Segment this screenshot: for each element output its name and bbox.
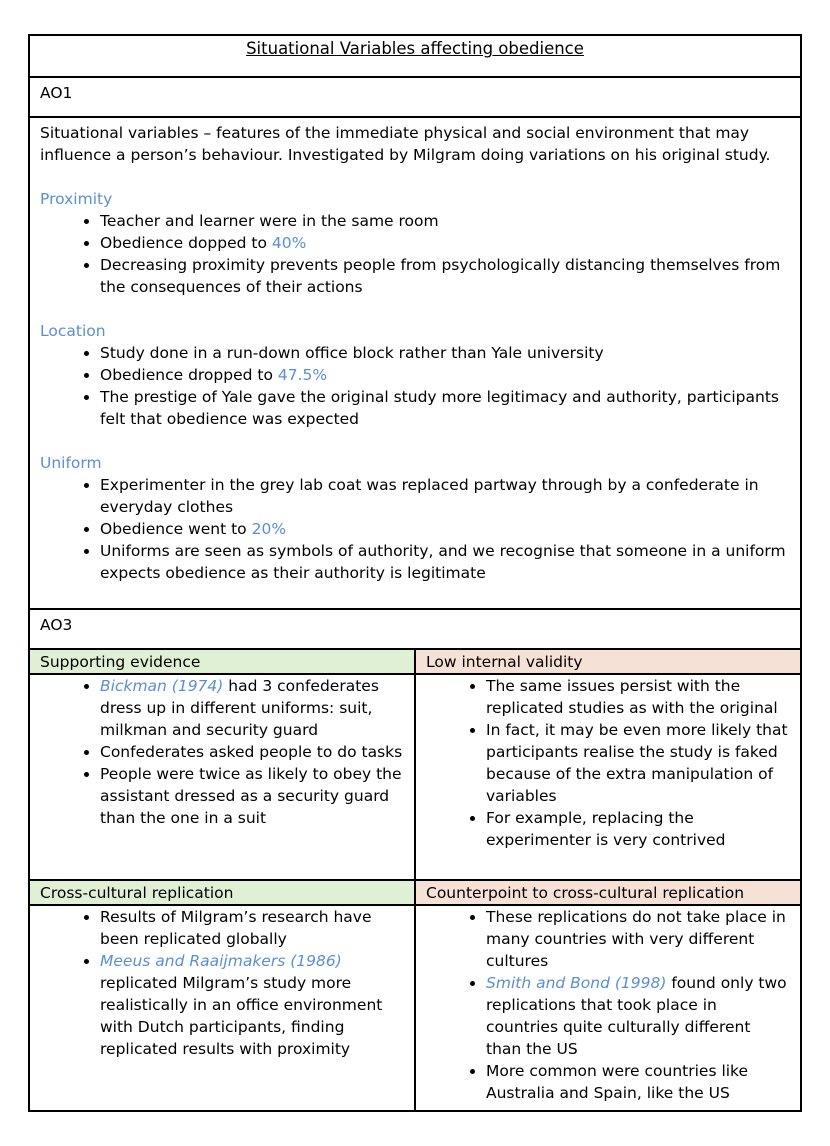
citation: Bickman (1974) bbox=[100, 677, 224, 695]
list-item: • Results of Milgram’s research have been replicated globally bbox=[100, 906, 404, 950]
list-item: • Study done in a run-down office block rather than Yale university bbox=[100, 342, 790, 364]
list-item: • The prestige of Yale gave the original study more legitimacy and authority, participants felt that obedience was expected bbox=[100, 386, 790, 430]
page-title: Situational Variables affecting obedience bbox=[246, 39, 584, 58]
bullet-text: had 3 confederates dress up in different uniforms: suit, milkman and security guard bbox=[100, 677, 379, 739]
list-item bbox=[100, 675, 404, 741]
counterpoint-cell bbox=[415, 905, 801, 1111]
obedience-percent: 47.5% bbox=[277, 366, 328, 384]
list-item: • The same issues persist with the replicated studies as with the original bbox=[486, 675, 790, 719]
uniform-list bbox=[40, 474, 790, 584]
supporting-evidence-heading: Supporting evidence bbox=[29, 649, 415, 674]
list-item: • More common were countries like Australia and Spain, like the US bbox=[486, 1060, 790, 1104]
list-item bbox=[100, 364, 790, 386]
supporting-evidence-cell bbox=[29, 674, 415, 880]
ao1-intro: Situational variables – features of the immediate physical and social environment that may influence a person’s behaviour. Investigated by Milgram doing variations on his original study. bbox=[40, 124, 771, 164]
citation: Smith and Bond (1998) bbox=[486, 974, 667, 992]
uniform-heading: Uniform bbox=[40, 454, 102, 472]
proximity-list bbox=[40, 210, 790, 298]
location-heading: Location bbox=[40, 322, 106, 340]
list-item: • Experimenter in the grey lab coat was replaced partway through by a confederate in everyday clothes bbox=[100, 474, 790, 518]
proximity-heading: Proximity bbox=[40, 190, 113, 208]
location-list bbox=[40, 342, 790, 430]
list-item: • Confederates asked people to do tasks bbox=[100, 741, 404, 763]
bullet-text: found only two replications that took place in countries quite culturally different than the US bbox=[486, 974, 787, 1058]
list-item: • People were twice as likely to obey the assistant dressed as a security guard than the one in a suit bbox=[100, 763, 404, 829]
ao3-label-cell bbox=[29, 609, 801, 649]
list-item: • In fact, it may be even more likely that participants realise the study is faked because of the extra manipulation of variables bbox=[486, 719, 790, 807]
ao3-label: AO3 bbox=[40, 616, 73, 634]
bullet-text: replicated Milgram’s study more realistically in an office environment with Dutch participants, finding replicated results with proximity bbox=[100, 974, 383, 1058]
supporting-evidence-list bbox=[40, 675, 404, 829]
bullet-text: Obedience went to bbox=[100, 520, 252, 538]
list-item bbox=[100, 232, 790, 254]
bullet-text: Obedience dopped to bbox=[100, 234, 272, 252]
list-item: • Decreasing proximity prevents people from psychologically distancing themselves from the consequences of their actions bbox=[100, 254, 790, 298]
ao1-content bbox=[29, 117, 801, 609]
list-item: • These replications do not take place in many countries with very different cultures bbox=[486, 906, 790, 972]
cross-cultural-heading: Cross-cultural replication bbox=[29, 880, 415, 905]
ao1-label-cell bbox=[29, 77, 801, 117]
bullet-text: Obedience dropped to bbox=[100, 366, 278, 384]
low-internal-validity-list bbox=[426, 675, 790, 851]
list-item: • Uniforms are seen as symbols of authority, and we recognise that someone in a uniform expects obedience as their authority is legitimate bbox=[100, 540, 790, 584]
counterpoint-heading: Counterpoint to cross-cultural replication bbox=[415, 880, 801, 905]
notes-table bbox=[28, 34, 802, 1112]
list-item bbox=[100, 950, 404, 1060]
obedience-percent: 20% bbox=[251, 520, 287, 538]
low-internal-validity-cell bbox=[415, 674, 801, 880]
counterpoint-list bbox=[426, 906, 790, 1104]
list-item bbox=[486, 972, 790, 1060]
list-item: • Teacher and learner were in the same room bbox=[100, 210, 790, 232]
cross-cultural-list bbox=[40, 906, 404, 1060]
ao1-label: AO1 bbox=[40, 84, 73, 102]
obedience-percent: 40% bbox=[271, 234, 307, 252]
title-cell bbox=[29, 35, 801, 77]
list-item bbox=[100, 518, 790, 540]
citation: Meeus and Raaijmakers (1986) bbox=[100, 952, 342, 970]
low-internal-validity-heading: Low internal validity bbox=[415, 649, 801, 674]
cross-cultural-cell bbox=[29, 905, 415, 1111]
list-item: • For example, replacing the experimenter is very contrived bbox=[486, 807, 790, 851]
